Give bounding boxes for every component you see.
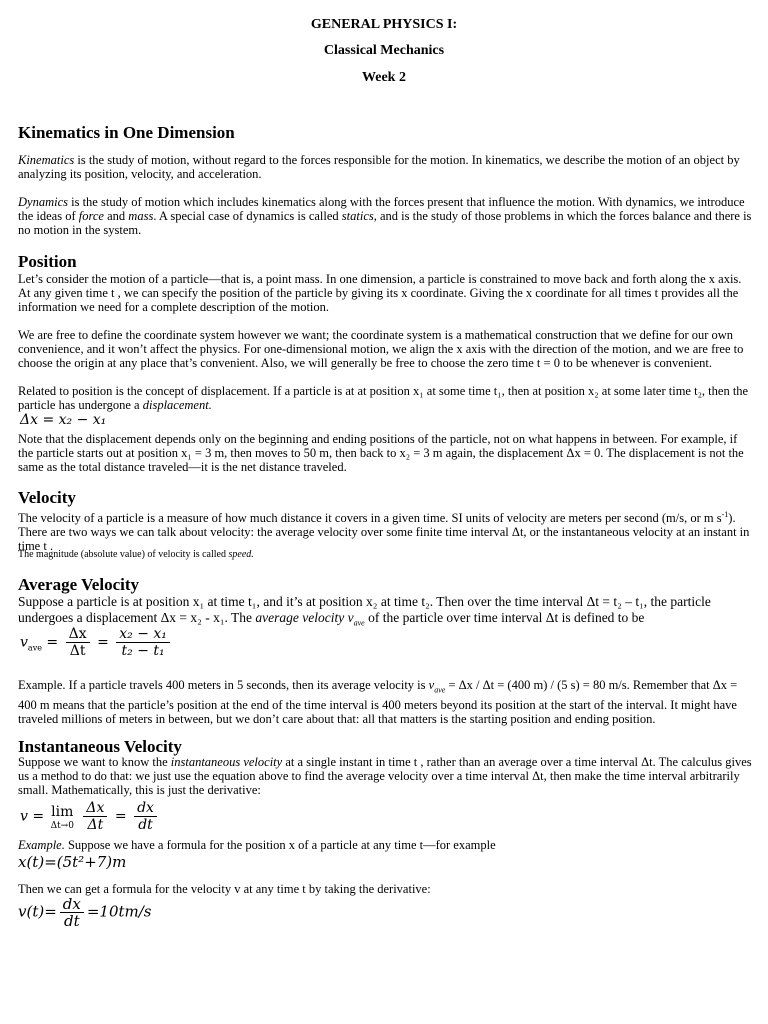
section-title-average-velocity: Average Velocity — [18, 575, 140, 594]
displacement-equation: Δx = x₂ − x₁ — [20, 412, 107, 428]
derivative-intro-paragraph: Then we can get a formula for the velocity v at any time t by taking the derivative: — [18, 882, 431, 896]
kinematics-paragraph: Kinematics is the study of motion, without regard to the forces responsible for the motion. In kinematics, we describe the motion of an object by analyzing its position, velocity, and acceleration. — [18, 153, 740, 181]
section-title-position: Position — [18, 252, 77, 271]
example-paragraph: Example. Suppose we have a formula for the position x of a particle at any time t—for example — [18, 838, 496, 852]
position-paragraph-4: Note that the displacement depends only on the beginning and ending positions of the particle, not on what happens in between. For example, if the particle starts out at position x₁ = 3 m, then moves to 50 m, then back to x₂ = 3 m again, the displacement Δx = 0. The displacement is not the same as the total distance traveled—it is the net distance traveled. — [18, 432, 744, 474]
course-subtitle: Classical Mechanics — [323, 43, 445, 58]
position-paragraph-2: We are free to define the coordinate system however we want; the coordinate system is a mathematical construction that we define for our own convenience, and it won’t affect the physics. For one-dimensional motion, we align the x axis with the direction of the motion, and we are free to choose the origin at any place that’s convenient. Also, we will generally be free to choose the zero time t = 0 to be whenever is convenient. — [18, 328, 744, 370]
average-velocity-example: Example. If a particle travels 400 meters in 5 seconds, then its average velocity is $v_{ave} = \Delta x / \Delta t = (400$ m) / (5 s) = 80 m/s. Remember that Δx = 400 m means that the particle’s position at the end of the time interval is 400 meters beyond its position at the start of the interval. It might have traveled millions of meters in between, but we don’t care about that: all that matters is the starting position and ending position. — [18, 678, 738, 726]
position-paragraph-1: Let’s consider the motion of a particle—that is, a point mass. In one dimension, a particle is constrained to move back and forth along the x axis. At any given time t , we can specify the position of the particle by giving its x coordinate. Giving the x coordinate for all times t provides all the information we need for a complete description of the motion. — [18, 272, 742, 314]
course-title: GENERAL PHYSICS I: — [310, 17, 458, 32]
section-title-velocity: Velocity — [18, 488, 76, 507]
position-formula: x(t)=(5t²+7)m — [18, 853, 127, 871]
week-label: Week 2 — [362, 70, 406, 85]
section-title-kinematics: Kinematics in One Dimension — [18, 123, 235, 142]
average-velocity-paragraph: Suppose a particle is at position x₁ at time t₁, and it’s at position x₂ at time t₂. Then over the time interval Δt = t₂ – t₁, the particle undergoes a displacement Δx = x₂ - x₁. The average velocity $v_{ave}$ of the particle over time interval Δt is defined to be — [18, 594, 711, 628]
dynamics-paragraph: Dynamics is the study of motion which includes kinematics along with the forces present that influence the motion. With dynamics, we introduce the ideas of force and mass. A special case of dynamics is called statics, and is the study of those problems in which the forces balance and there is no motion in the system. — [18, 195, 752, 237]
position-paragraph-3: Related to position is the concept of displacement. If a particle is at at position x₁ at some time t₁, then at position x₂ at some later time t₂, then the particle has undergone a displacement. — [18, 384, 749, 412]
instantaneous-velocity-paragraph: Suppose we want to know the instantaneous velocity at a single instant in time t , rather than an average over a time interval Δt. The calculus gives us a method to do that: we just use the equation above to find the average velocity over a time interval Δt, then make the time interval arbitrarily small. Mathematically, this is just the derivative: — [18, 755, 752, 797]
average-velocity-equation: $v_{ave}$ = $\frac{\Delta x}{\Delta t}$ = $\frac{\text{x₂ − x₁}}{\text{t₂ − t₁}}$ — [20, 626, 173, 659]
velocity-formula: v(t)= $\frac{dx}{dt}$ =10tm/s — [18, 895, 152, 930]
section-title-instantaneous-velocity: Instantaneous Velocity — [18, 737, 182, 756]
derivative-equation: v = lim Δt→0 $\frac{\Delta x}{\Delta t}$ = $\frac{dx}{dt}$ — [20, 800, 160, 833]
speed-note: The magnitude (absolute value) of velocity is called speed. — [18, 549, 254, 560]
velocity-paragraph: The velocity of a particle is a measure of how much distance it covers in a given time. SI units of velocity are meters per second (m/s, or m $s^{-1}$). There are two ways we can talk about velocity: the average velocity over some finite time interval Δt, or the instantaneous velocity at an instant in time t . — [18, 510, 750, 554]
